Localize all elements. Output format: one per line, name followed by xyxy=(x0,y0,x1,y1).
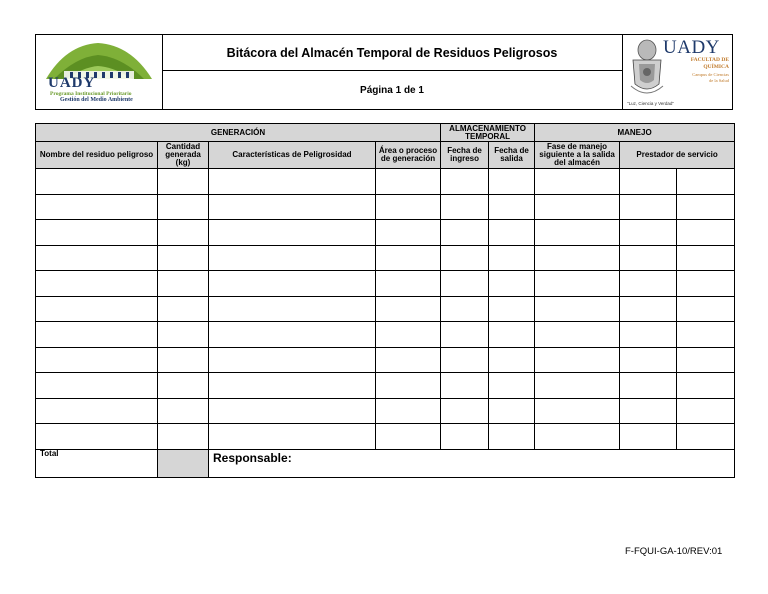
cell-area[interactable] xyxy=(376,424,441,450)
cell-caracteristicas[interactable] xyxy=(209,245,376,271)
faculty-line2: QUÍMICA xyxy=(703,64,729,70)
cell-salida[interactable] xyxy=(489,169,535,195)
program-name: Programa Institucional Prioritario xyxy=(50,91,132,97)
cell-cantidad[interactable] xyxy=(158,398,209,424)
col-area: Área o proceso de generación xyxy=(376,142,441,169)
cell-ingreso[interactable] xyxy=(441,245,489,271)
cell-prestador-a[interactable] xyxy=(620,245,677,271)
cell-ingreso[interactable] xyxy=(441,424,489,450)
table-row xyxy=(36,245,735,271)
cell-prestador-b[interactable] xyxy=(677,347,735,373)
uady-brand-right: UADY xyxy=(663,37,720,58)
column-header-row xyxy=(36,142,735,169)
cell-fase[interactable] xyxy=(535,347,620,373)
cell-prestador-b[interactable] xyxy=(677,424,735,450)
col-caracteristicas: Características de Peligrosidad xyxy=(209,142,376,169)
group-generacion: GENERACIÓN xyxy=(36,124,441,142)
campus-line2: de la Salud xyxy=(709,78,729,83)
cell-cantidad[interactable] xyxy=(158,296,209,322)
cell-prestador-b[interactable] xyxy=(677,271,735,297)
cell-caracteristicas[interactable] xyxy=(209,424,376,450)
cell-cantidad[interactable] xyxy=(158,169,209,195)
cell-caracteristicas[interactable] xyxy=(209,398,376,424)
cell-prestador-b[interactable] xyxy=(677,169,735,195)
cell-area[interactable] xyxy=(376,271,441,297)
cell-caracteristicas[interactable] xyxy=(209,322,376,348)
cell-nombre[interactable] xyxy=(36,373,158,399)
cell-area[interactable] xyxy=(376,194,441,220)
cell-cantidad[interactable] xyxy=(158,245,209,271)
cell-caracteristicas[interactable] xyxy=(209,373,376,399)
cell-cantidad[interactable] xyxy=(158,347,209,373)
cell-fase[interactable] xyxy=(535,245,620,271)
cell-ingreso[interactable] xyxy=(441,220,489,246)
cell-nombre[interactable] xyxy=(36,296,158,322)
cell-caracteristicas[interactable] xyxy=(209,271,376,297)
table-row xyxy=(36,347,735,373)
cell-nombre[interactable] xyxy=(36,424,158,450)
cell-area[interactable] xyxy=(376,220,441,246)
cell-caracteristicas[interactable] xyxy=(209,296,376,322)
cell-nombre[interactable] xyxy=(36,169,158,195)
group-header-row xyxy=(36,124,735,142)
cell-area[interactable] xyxy=(376,245,441,271)
cell-ingreso[interactable] xyxy=(441,169,489,195)
table-row xyxy=(36,373,735,399)
page-number: Página 1 de 1 xyxy=(360,84,424,96)
cell-ingreso[interactable] xyxy=(441,398,489,424)
cell-fase[interactable] xyxy=(535,220,620,246)
document-title: Bitácora del Almacén Temporal de Residuos Peligrosos xyxy=(162,35,622,71)
cell-area[interactable] xyxy=(376,322,441,348)
waste-log-table xyxy=(35,123,735,478)
table-row xyxy=(36,220,735,246)
table-row xyxy=(36,322,735,348)
cell-ingreso[interactable] xyxy=(441,322,489,348)
cell-prestador-a[interactable] xyxy=(620,271,677,297)
table-row xyxy=(36,296,735,322)
cell-area[interactable] xyxy=(376,296,441,322)
program-area: Gestión del Medio Ambiente xyxy=(60,97,133,103)
total-value-cell[interactable] xyxy=(158,449,209,477)
table-row xyxy=(36,398,735,424)
cell-prestador-b[interactable] xyxy=(677,398,735,424)
cell-prestador-a[interactable] xyxy=(620,398,677,424)
cell-caracteristicas[interactable] xyxy=(209,169,376,195)
cell-cantidad[interactable] xyxy=(158,322,209,348)
col-fase-manejo: Fase de manejo siguiente a la salida del almacén xyxy=(535,142,620,169)
cell-area[interactable] xyxy=(376,373,441,399)
cell-fase[interactable] xyxy=(535,322,620,348)
cell-salida[interactable] xyxy=(489,194,535,220)
cell-nombre[interactable] xyxy=(36,220,158,246)
table-row xyxy=(36,271,735,297)
cell-cantidad[interactable] xyxy=(158,271,209,297)
cell-nombre[interactable] xyxy=(36,398,158,424)
cell-area[interactable] xyxy=(376,169,441,195)
cell-nombre[interactable] xyxy=(36,322,158,348)
cell-cantidad[interactable] xyxy=(158,194,209,220)
cell-prestador-b[interactable] xyxy=(677,220,735,246)
col-nombre: Nombre del residuo peligroso xyxy=(36,142,158,169)
header-center xyxy=(162,35,622,109)
cell-salida[interactable] xyxy=(489,398,535,424)
cell-area[interactable] xyxy=(376,398,441,424)
university-seal-icon xyxy=(627,38,667,102)
table-row xyxy=(36,194,735,220)
cell-prestador-a[interactable] xyxy=(620,194,677,220)
cell-prestador-a[interactable] xyxy=(620,169,677,195)
cell-salida[interactable] xyxy=(489,347,535,373)
cell-fase[interactable] xyxy=(535,169,620,195)
cell-ingreso[interactable] xyxy=(441,296,489,322)
col-fecha-salida: Fecha de salida xyxy=(489,142,535,169)
total-label: Total xyxy=(36,449,158,477)
cell-fase[interactable] xyxy=(535,424,620,450)
cell-nombre[interactable] xyxy=(36,194,158,220)
cell-prestador-b[interactable] xyxy=(677,194,735,220)
cell-caracteristicas[interactable] xyxy=(209,220,376,246)
group-almacenamiento: ALMACENAMIENTO TEMPORAL xyxy=(441,124,535,142)
cell-ingreso[interactable] xyxy=(441,194,489,220)
document-header xyxy=(35,34,733,110)
cell-prestador-b[interactable] xyxy=(677,373,735,399)
table-row xyxy=(36,169,735,195)
cell-prestador-a[interactable] xyxy=(620,322,677,348)
responsable-field[interactable]: Responsable: xyxy=(209,449,735,477)
col-cantidad: Cantidad generada (kg) xyxy=(158,142,209,169)
cell-area[interactable] xyxy=(376,347,441,373)
cell-salida[interactable] xyxy=(489,322,535,348)
faculty-line1: FACULTAD DE xyxy=(690,57,729,63)
cell-fase[interactable] xyxy=(535,271,620,297)
cell-prestador-b[interactable] xyxy=(677,322,735,348)
cell-salida[interactable] xyxy=(489,424,535,450)
cell-prestador-a[interactable] xyxy=(620,424,677,450)
col-fecha-ingreso: Fecha de ingreso xyxy=(441,142,489,169)
cell-nombre[interactable] xyxy=(36,245,158,271)
cell-caracteristicas[interactable] xyxy=(209,347,376,373)
cell-ingreso[interactable] xyxy=(441,373,489,399)
cell-salida[interactable] xyxy=(489,296,535,322)
group-manejo: MANEJO xyxy=(535,124,735,142)
total-row xyxy=(36,449,735,477)
cell-cantidad[interactable] xyxy=(158,373,209,399)
table-body xyxy=(36,169,735,450)
cell-ingreso[interactable] xyxy=(441,347,489,373)
cell-salida[interactable] xyxy=(489,271,535,297)
cell-nombre[interactable] xyxy=(36,271,158,297)
cell-nombre[interactable] xyxy=(36,347,158,373)
cell-salida[interactable] xyxy=(489,245,535,271)
campus-line1: Campus de Ciencias xyxy=(692,72,729,77)
cell-ingreso[interactable] xyxy=(441,271,489,297)
cell-caracteristicas[interactable] xyxy=(209,194,376,220)
cell-prestador-b[interactable] xyxy=(677,245,735,271)
cell-prestador-a[interactable] xyxy=(620,373,677,399)
col-prestador: Prestador de servicio xyxy=(620,142,735,169)
uady-gma-logo xyxy=(36,35,163,109)
cell-fase[interactable] xyxy=(535,373,620,399)
table-row xyxy=(36,424,735,450)
cell-fase[interactable] xyxy=(535,398,620,424)
form-code: F-FQUI-GA-10/REV:01 xyxy=(625,546,723,557)
cell-fase[interactable] xyxy=(535,194,620,220)
cell-prestador-a[interactable] xyxy=(620,220,677,246)
uady-quimica-logo xyxy=(622,35,733,109)
cell-prestador-b[interactable] xyxy=(677,296,735,322)
cell-salida[interactable] xyxy=(489,220,535,246)
cell-prestador-a[interactable] xyxy=(620,347,677,373)
cell-fase[interactable] xyxy=(535,296,620,322)
motto: "Luz, Ciencia y Verdad" xyxy=(627,101,674,106)
cell-prestador-a[interactable] xyxy=(620,296,677,322)
uady-brand: UADY xyxy=(48,75,96,91)
cell-cantidad[interactable] xyxy=(158,424,209,450)
cell-cantidad[interactable] xyxy=(158,220,209,246)
cell-salida[interactable] xyxy=(489,373,535,399)
